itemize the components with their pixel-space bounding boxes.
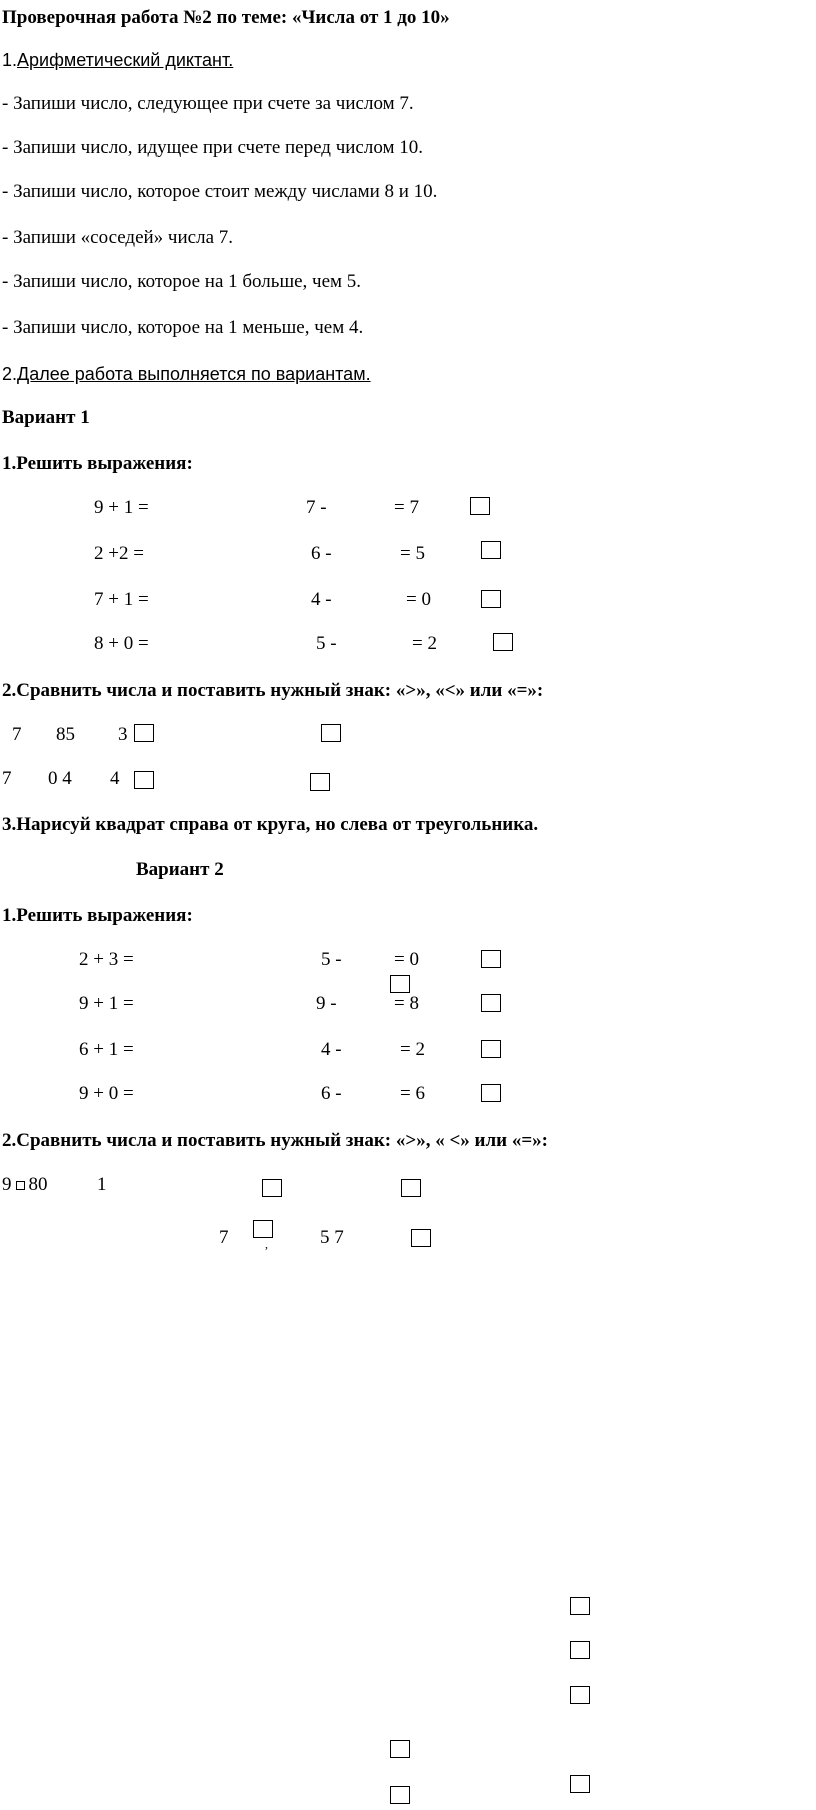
answer-box[interactable] bbox=[481, 590, 501, 608]
variant-1-task-3: 3.Нарисуй квадрат справа от круга, но слева от треугольника. bbox=[2, 814, 539, 835]
answer-box[interactable] bbox=[321, 724, 341, 742]
dictation-item: - Запиши число, идущее при счете перед числом 10. bbox=[2, 137, 423, 158]
expression-right: = 8 bbox=[394, 993, 419, 1014]
expression-right: = 7 bbox=[394, 497, 419, 518]
expression-mid: 6 - bbox=[321, 1083, 342, 1104]
compare-number: 80 bbox=[28, 1174, 48, 1195]
compare-number: 7 bbox=[2, 768, 12, 789]
answer-box[interactable] bbox=[570, 1597, 590, 1615]
expression-left: 7 + 1 = bbox=[94, 589, 149, 610]
compare-number: 5 7 bbox=[320, 1227, 344, 1248]
compare-number: 0 4 bbox=[48, 768, 72, 789]
answer-box[interactable] bbox=[310, 773, 330, 791]
answer-box[interactable] bbox=[493, 633, 513, 651]
tick-mark-icon: , bbox=[265, 1237, 268, 1251]
dictation-item: - Запиши «соседей» числа 7. bbox=[2, 227, 234, 248]
page-title: Проверочная работа №2 по теме: «Числа от 1 до 10» bbox=[2, 7, 450, 28]
dictation-item: - Запиши число, которое на 1 больше, чем 5. bbox=[2, 271, 362, 292]
section-2-title: Далее работа выполняется по вариантам. bbox=[17, 364, 371, 384]
answer-box[interactable] bbox=[134, 724, 154, 742]
answer-box[interactable] bbox=[401, 1179, 421, 1197]
expression-left: 6 + 1 = bbox=[79, 1039, 134, 1060]
answer-box[interactable] bbox=[570, 1686, 590, 1704]
dictation-item: - Запиши число, следующее при счете за числом 7. bbox=[2, 93, 414, 114]
expression-mid: 4 - bbox=[321, 1039, 342, 1060]
compare-number: 4 bbox=[110, 768, 120, 789]
variant-1-task-2: 2.Сравнить числа и поставить нужный знак: «>», «<» или «=»: bbox=[2, 680, 544, 701]
expression-mid: 5 - bbox=[316, 633, 337, 654]
expression-right: = 5 bbox=[400, 543, 425, 564]
expression-mid: 9 - bbox=[316, 993, 337, 1014]
expression-mid: 4 - bbox=[311, 589, 332, 610]
expression-left: 2 + 3 = bbox=[79, 949, 134, 970]
expression-right: = 2 bbox=[400, 1039, 425, 1060]
answer-box[interactable] bbox=[481, 994, 501, 1012]
variant-2-task-2: 2.Сравнить числа и поставить нужный знак: «>», « <» или «=»: bbox=[2, 1130, 548, 1151]
answer-box[interactable] bbox=[570, 1775, 590, 1793]
variant-2-task-1: 1.Решить выражения: bbox=[2, 905, 193, 926]
compare-number: 85 bbox=[56, 724, 75, 745]
expression-mid: 6 - bbox=[311, 543, 332, 564]
dictation-item: - Запиши число, которое стоит между числами 8 и 10. bbox=[2, 181, 438, 202]
answer-box[interactable] bbox=[470, 497, 490, 515]
small-square-icon bbox=[16, 1181, 25, 1190]
expression-mid: 5 - bbox=[321, 949, 342, 970]
answer-box[interactable] bbox=[481, 1084, 501, 1102]
section-1-title: Арифметический диктант. bbox=[17, 50, 234, 70]
expression-left: 9 + 1 = bbox=[94, 497, 149, 518]
answer-box[interactable] bbox=[262, 1179, 282, 1197]
answer-box[interactable] bbox=[390, 975, 410, 993]
section-1-number: 1. bbox=[2, 50, 18, 70]
answer-box[interactable] bbox=[481, 950, 501, 968]
variant-1-task-1: 1.Решить выражения: bbox=[2, 453, 193, 474]
section-2-heading bbox=[2, 362, 371, 386]
expression-left: 9 + 0 = bbox=[79, 1083, 134, 1104]
expression-right: = 2 bbox=[412, 633, 437, 654]
answer-box[interactable] bbox=[390, 1740, 410, 1758]
answer-box[interactable] bbox=[134, 771, 154, 789]
expression-left: 9 + 1 = bbox=[79, 993, 134, 1014]
expression-left: 2 +2 = bbox=[94, 543, 144, 564]
variant-2-title: Вариант 2 bbox=[136, 859, 224, 880]
expression-mid: 7 - bbox=[306, 497, 327, 518]
expression-right: = 0 bbox=[406, 589, 431, 610]
answer-box[interactable] bbox=[411, 1229, 431, 1247]
compare-number: 9 bbox=[2, 1174, 12, 1195]
answer-box[interactable] bbox=[253, 1220, 273, 1238]
compare-number: 3 bbox=[118, 724, 128, 745]
compare-number: 7 bbox=[219, 1227, 229, 1248]
expression-left: 8 + 0 = bbox=[94, 633, 149, 654]
answer-box[interactable] bbox=[481, 1040, 501, 1058]
answer-box[interactable] bbox=[570, 1641, 590, 1659]
section-2-number: 2. bbox=[2, 364, 18, 384]
expression-right: = 6 bbox=[400, 1083, 425, 1104]
section-1-heading bbox=[2, 48, 233, 72]
expression-right: = 0 bbox=[394, 949, 419, 970]
compare-number: 1 bbox=[97, 1174, 107, 1195]
compare-number: 7 bbox=[12, 724, 22, 745]
variant-1-title: Вариант 1 bbox=[2, 407, 90, 428]
compare-row bbox=[2, 1173, 48, 1197]
answer-box[interactable] bbox=[390, 1786, 410, 1804]
dictation-item: - Запиши число, которое на 1 меньше, чем 4. bbox=[2, 317, 364, 338]
answer-box[interactable] bbox=[481, 541, 501, 559]
